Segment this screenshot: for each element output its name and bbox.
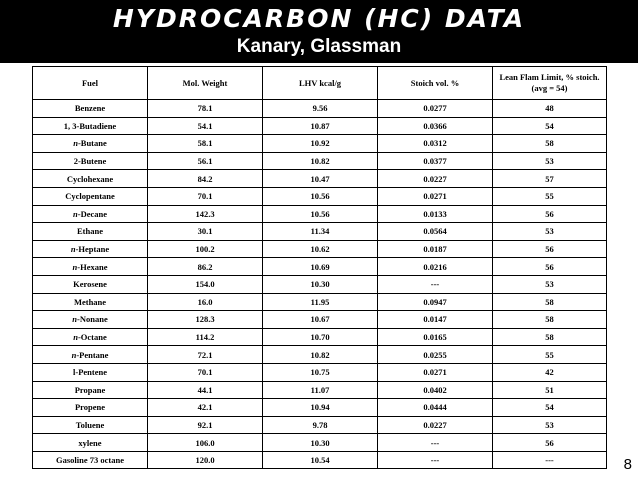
cell-mol-weight: 30.1: [148, 223, 263, 241]
cell-lean-flam-limit: 56: [493, 240, 607, 258]
cell-mol-weight: 78.1: [148, 100, 263, 118]
cell-lean-flam-limit: 57: [493, 170, 607, 188]
cell-fuel: n-Heptane: [33, 240, 148, 258]
table-row: [33, 311, 607, 329]
cell-fuel: n-Octane: [33, 328, 148, 346]
cell-fuel: n-Hexane: [33, 258, 148, 276]
cell-lean-flam-limit: 56: [493, 434, 607, 452]
cell-mol-weight: 58.1: [148, 135, 263, 153]
cell-fuel: Cyclohexane: [33, 170, 148, 188]
cell-mol-weight: 114.2: [148, 328, 263, 346]
table-row: [33, 152, 607, 170]
header-stoich-vol: Stoich vol. %: [378, 67, 493, 100]
cell-fuel: n-Decane: [33, 205, 148, 223]
cell-lean-flam-limit: 42: [493, 363, 607, 381]
table-header-row: [33, 67, 607, 100]
table-row: [33, 293, 607, 311]
cell-mol-weight: 56.1: [148, 152, 263, 170]
cell-mol-weight: 54.1: [148, 117, 263, 135]
cell-lhv: 11.95: [263, 293, 378, 311]
cell-fuel: Methane: [33, 293, 148, 311]
table-row: [33, 363, 607, 381]
cell-fuel: Kerosene: [33, 275, 148, 293]
table-row: [33, 399, 607, 417]
page-number: 8: [623, 456, 632, 473]
cell-stoich-vol: 0.0227: [378, 416, 493, 434]
cell-lean-flam-limit: 53: [493, 152, 607, 170]
cell-fuel: n-Pentane: [33, 346, 148, 364]
cell-stoich-vol: ---: [378, 434, 493, 452]
slide-title: HYDROCARBON (HC) DATA: [112, 4, 526, 33]
cell-lhv: 10.56: [263, 205, 378, 223]
cell-lean-flam-limit: 58: [493, 135, 607, 153]
cell-stoich-vol: ---: [378, 275, 493, 293]
cell-fuel: xylene: [33, 434, 148, 452]
cell-lean-flam-limit: 53: [493, 223, 607, 241]
cell-mol-weight: 70.1: [148, 187, 263, 205]
cell-lean-flam-limit: 51: [493, 381, 607, 399]
cell-stoich-vol: 0.0366: [378, 117, 493, 135]
cell-lhv: 10.70: [263, 328, 378, 346]
cell-fuel: l-Pentene: [33, 363, 148, 381]
cell-stoich-vol: 0.0444: [378, 399, 493, 417]
table-row: [33, 223, 607, 241]
cell-stoich-vol: ---: [378, 451, 493, 469]
table-row: [33, 275, 607, 293]
cell-mol-weight: 70.1: [148, 363, 263, 381]
cell-stoich-vol: 0.0187: [378, 240, 493, 258]
table-row: [33, 100, 607, 118]
cell-lean-flam-limit: 54: [493, 117, 607, 135]
cell-mol-weight: 72.1: [148, 346, 263, 364]
cell-fuel: Benzene: [33, 100, 148, 118]
table-row: [33, 328, 607, 346]
cell-stoich-vol: 0.0402: [378, 381, 493, 399]
header-fuel: Fuel: [33, 67, 148, 100]
cell-stoich-vol: 0.0227: [378, 170, 493, 188]
cell-lean-flam-limit: 53: [493, 275, 607, 293]
cell-lhv: 10.54: [263, 451, 378, 469]
cell-stoich-vol: 0.0216: [378, 258, 493, 276]
table-row: [33, 416, 607, 434]
cell-mol-weight: 42.1: [148, 399, 263, 417]
cell-lhv: 10.30: [263, 275, 378, 293]
table-row: [33, 451, 607, 469]
cell-fuel: 2-Butene: [33, 152, 148, 170]
cell-stoich-vol: 0.0165: [378, 328, 493, 346]
table-row: [33, 258, 607, 276]
table-row: [33, 381, 607, 399]
cell-stoich-vol: 0.0271: [378, 363, 493, 381]
table-row: [33, 434, 607, 452]
cell-fuel: n-Nonane: [33, 311, 148, 329]
cell-lean-flam-limit: 58: [493, 293, 607, 311]
cell-lhv: 10.62: [263, 240, 378, 258]
cell-lhv: 10.67: [263, 311, 378, 329]
cell-mol-weight: 100.2: [148, 240, 263, 258]
cell-lhv: 9.56: [263, 100, 378, 118]
table-row: [33, 205, 607, 223]
cell-stoich-vol: 0.0947: [378, 293, 493, 311]
table-row: [33, 135, 607, 153]
cell-mol-weight: 128.3: [148, 311, 263, 329]
cell-mol-weight: 106.0: [148, 434, 263, 452]
cell-fuel: n-Butane: [33, 135, 148, 153]
cell-lhv: 10.30: [263, 434, 378, 452]
table-row: [33, 117, 607, 135]
cell-lean-flam-limit: 48: [493, 100, 607, 118]
cell-lhv: 10.56: [263, 187, 378, 205]
cell-fuel: Propane: [33, 381, 148, 399]
cell-lean-flam-limit: 58: [493, 328, 607, 346]
cell-lhv: 10.75: [263, 363, 378, 381]
cell-lean-flam-limit: 55: [493, 346, 607, 364]
cell-mol-weight: 142.3: [148, 205, 263, 223]
cell-lhv: 10.82: [263, 346, 378, 364]
table-row: [33, 187, 607, 205]
cell-lean-flam-limit: 56: [493, 258, 607, 276]
cell-lean-flam-limit: 55: [493, 187, 607, 205]
cell-fuel: Gasoline 73 octane: [33, 451, 148, 469]
table-row: [33, 240, 607, 258]
cell-lhv: 10.82: [263, 152, 378, 170]
hydrocarbon-data-table: [32, 66, 607, 469]
cell-fuel: Cyclopentane: [33, 187, 148, 205]
cell-mol-weight: 154.0: [148, 275, 263, 293]
cell-lhv: 11.07: [263, 381, 378, 399]
cell-lhv: 11.34: [263, 223, 378, 241]
cell-mol-weight: 84.2: [148, 170, 263, 188]
cell-lean-flam-limit: ---: [493, 451, 607, 469]
cell-stoich-vol: 0.0147: [378, 311, 493, 329]
cell-lean-flam-limit: 58: [493, 311, 607, 329]
cell-stoich-vol: 0.0377: [378, 152, 493, 170]
cell-stoich-vol: 0.0255: [378, 346, 493, 364]
header-lean-flam-limit: Lean Flam Limit, % stoich. (avg = 54): [493, 67, 607, 100]
cell-lhv: 10.87: [263, 117, 378, 135]
cell-stoich-vol: 0.0133: [378, 205, 493, 223]
cell-mol-weight: 92.1: [148, 416, 263, 434]
cell-mol-weight: 16.0: [148, 293, 263, 311]
table-row: [33, 170, 607, 188]
slide-subtitle: Kanary, Glassman: [236, 36, 402, 57]
cell-stoich-vol: 0.0271: [378, 187, 493, 205]
cell-fuel: Propene: [33, 399, 148, 417]
header-lhv: LHV kcal/g: [263, 67, 378, 100]
cell-lean-flam-limit: 53: [493, 416, 607, 434]
cell-lean-flam-limit: 56: [493, 205, 607, 223]
cell-lhv: 10.69: [263, 258, 378, 276]
cell-mol-weight: 120.0: [148, 451, 263, 469]
cell-mol-weight: 86.2: [148, 258, 263, 276]
cell-lean-flam-limit: 54: [493, 399, 607, 417]
cell-mol-weight: 44.1: [148, 381, 263, 399]
cell-lhv: 10.94: [263, 399, 378, 417]
cell-lhv: 9.78: [263, 416, 378, 434]
cell-fuel: Ethane: [33, 223, 148, 241]
cell-lhv: 10.92: [263, 135, 378, 153]
cell-stoich-vol: 0.0564: [378, 223, 493, 241]
cell-fuel: 1, 3-Butadiene: [33, 117, 148, 135]
cell-stoich-vol: 0.0277: [378, 100, 493, 118]
table-row: [33, 346, 607, 364]
cell-fuel: Toluene: [33, 416, 148, 434]
cell-lhv: 10.47: [263, 170, 378, 188]
header-mol-weight: Mol. Weight: [148, 67, 263, 100]
cell-stoich-vol: 0.0312: [378, 135, 493, 153]
